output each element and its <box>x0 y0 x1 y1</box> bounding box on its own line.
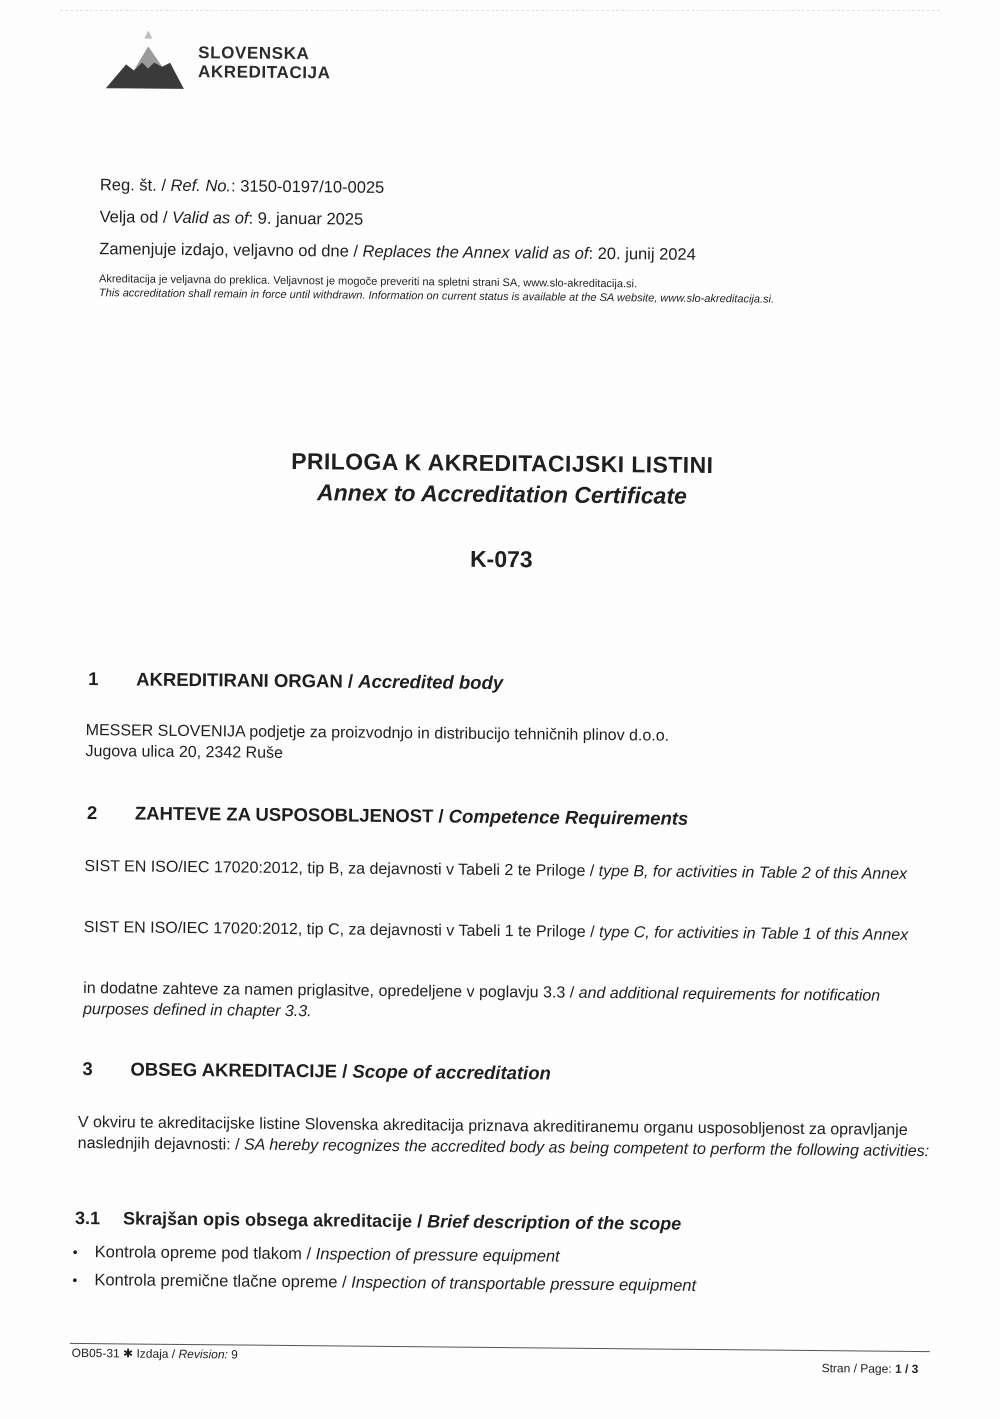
mountain-logo-icon <box>104 26 187 97</box>
replaces-label-sl: Zamenjuje izdajo, veljavno od dne <box>99 240 349 261</box>
requirement-type-c-en: type C, for activities in Table 1 of this Annex <box>598 923 909 944</box>
section-1-title-sl: AKREDITIRANI ORGAN / <box>136 668 359 692</box>
accredited-body-name: MESSER SLOVENIJA podjetje za proizvodnjo in distribucijo tehničnih plinov d.o.o. <box>85 722 670 745</box>
valid-label-en: Valid as of <box>172 208 249 228</box>
scope-intro <box>78 1112 938 1162</box>
accredited-body-street: Jugova ulica 20, 2342 Ruše <box>85 743 284 762</box>
validity-note-sl: Akreditacija je veljavna do preklica. Veljavnost je mogoče preveriti na spletni strani SA, www.slo-akreditacija.si. <box>98 273 638 291</box>
section-3-1-title-sl: Skrajšan opis obsega akreditacije / <box>122 1208 428 1232</box>
revision-value: 9 <box>231 1347 238 1362</box>
section-3-1-heading <box>75 1208 681 1235</box>
footer-page-number <box>822 1361 919 1376</box>
requirement-notification-en: and additional requirements for notification purposes defined in chapter 3.3. <box>82 984 881 1021</box>
section-2-title-sl: ZAHTEVE ZA USPOSOBLJENOST / <box>134 802 449 827</box>
annex-title-en: Annex to Accreditation Certificate <box>316 479 687 509</box>
revision-label-sl: Izdaja / <box>136 1346 179 1361</box>
ref-no-line: Reg. št. / Ref. No.: 3150-0197/10-0025 <box>99 176 385 197</box>
requirement-notification <box>83 978 943 1028</box>
ref-label-en: Ref. No. <box>170 176 232 196</box>
validity-note <box>99 272 919 308</box>
revision-label-en: Revision: <box>178 1346 228 1362</box>
section-2-heading <box>87 802 689 830</box>
certificate-number: K-073 <box>469 545 533 573</box>
footer-revision <box>72 1346 238 1362</box>
scope-item-sl: Kontrola premične tlačne opreme / <box>94 1271 352 1292</box>
replaces-value: 20. junij 2024 <box>597 244 696 264</box>
scope-item-en: Inspection of pressure equipment <box>315 1245 560 1266</box>
validity-note-en: This accreditation shall remain in force until withdrawn. Information on current status is available at the SA website, www.slo-akreditacija.si. <box>98 287 775 306</box>
requirement-type-c <box>84 917 944 946</box>
scope-item-sl: Kontrola opreme pod tlakom / <box>94 1243 316 1264</box>
section-2-number: 2 <box>86 802 98 824</box>
ref-value: 3150-0197/10-0025 <box>240 177 385 197</box>
logo-wordmark <box>198 43 331 82</box>
page-value: 1 / 3 <box>894 1361 919 1377</box>
scope-intro-en: SA hereby recognizes the accredited body as being competent to perform the following activities: <box>243 1136 930 1161</box>
bullet-icon: • <box>72 1271 78 1288</box>
ref-label-sl: Reg. št. <box>99 176 157 195</box>
scope-intro-sl: V okviru te akreditacijske listine Slovenska akreditacija priznava akreditiranemu organu usposobljenost za opravljanje naslednjih dejavnosti: / <box>77 1113 908 1154</box>
replaces-line: Zamenjuje izdajo, veljavno od dne / Replaces the Annex valid as of: 20. junij 2024 <box>99 240 696 264</box>
section-1-number: 1 <box>88 668 99 690</box>
valid-label-sl: Velja od <box>99 208 159 227</box>
requirement-type-b <box>84 856 944 885</box>
logo-line-2: AKREDITACIJA <box>197 62 331 83</box>
section-3-1-title-en: Brief description of the scope <box>427 1211 682 1234</box>
scope-item-en: Inspection of transportable pressure equipment <box>351 1273 697 1295</box>
section-2-title-en: Competence Requirements <box>448 805 689 829</box>
logo-line-1: SLOVENSKA <box>198 43 310 64</box>
requirement-type-c-sl: SIST EN ISO/IEC 17020:2012, tip C, za dejavnosti v Tabeli 1 te Priloge / <box>83 919 600 941</box>
section-3-title-sl: OBSEG AKREDITACIJE / <box>130 1058 353 1082</box>
sa-logo <box>104 26 331 98</box>
accredited-body-address <box>85 720 945 770</box>
section-3-heading <box>82 1058 551 1084</box>
annex-title-sl: PRILOGA K AKREDITACIJSKI LISTINI <box>291 447 714 479</box>
section-1-heading <box>88 668 503 694</box>
requirement-type-b-sl: SIST EN ISO/IEC 17020:2012, tip B, za dejavnosti v Tabeli 2 te Priloge / <box>84 858 599 880</box>
registration-meta <box>99 176 920 308</box>
requirement-notification-sl: in dodatne zahteve za namen priglasitve, opredeljene v poglavju 3.3 / <box>83 980 579 1002</box>
page-label: Stran / Page: <box>821 1361 892 1376</box>
replaces-label-en: Replaces the Annex valid as of <box>362 242 589 263</box>
scope-list <box>72 1238 892 1302</box>
section-1-title-en: Accredited body <box>358 670 504 694</box>
valid-value: 9. januar 2025 <box>257 209 364 229</box>
section-3-title-en: Scope of accreditation <box>352 1060 551 1084</box>
form-code: OB05-31 <box>71 1345 120 1361</box>
star-icon: ✱ <box>123 1346 134 1361</box>
valid-as-of-line: Velja od / Valid as of: 9. januar 2025 <box>99 208 364 229</box>
annex-title-block <box>1 445 1000 578</box>
section-3-1-number: 3.1 <box>74 1207 101 1229</box>
requirement-type-b-en: type B, for activities in Table 2 of this Annex <box>598 862 908 883</box>
section-3-number: 3 <box>82 1058 93 1080</box>
bullet-icon: • <box>72 1243 78 1260</box>
